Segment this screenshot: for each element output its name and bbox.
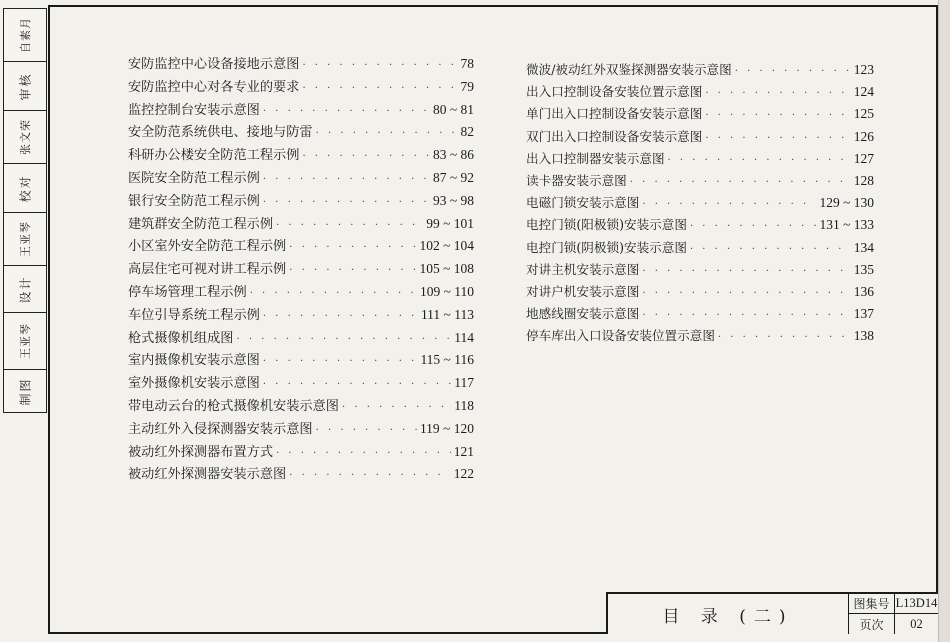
toc-entry-page: 93 ~ 98 — [432, 192, 474, 208]
toc-entry-title: 带电动云台的枪式摄像机安装示意图 — [128, 398, 339, 414]
toc-entry-title: 电控门锁(阳极锁)安装示意图 — [526, 217, 687, 233]
toc-leader-dots — [237, 329, 452, 352]
toc-leader-dots — [263, 374, 451, 397]
sign-cell-drafter-name — [4, 313, 46, 370]
toc-entry-title: 出入口控制设备安装位置示意图 — [526, 84, 703, 100]
page-number-value: 02 — [910, 616, 923, 631]
toc-entry — [128, 372, 474, 395]
page-number-label: 页次 — [849, 614, 895, 634]
toc-entry-title: 对讲主机安装示意图 — [526, 261, 640, 277]
toc-entry-title: 小区室外安全防范工程示例 — [128, 239, 287, 255]
toc-entry-page: 99 ~ 101 — [426, 215, 474, 231]
toc-leader-dots — [316, 420, 417, 443]
sign-text: 自素月 — [19, 17, 32, 53]
toc-leader-dots — [250, 283, 417, 306]
toc-entry-page: 126 — [853, 128, 874, 144]
toc-entry-title: 室外摄像机安装示意图 — [128, 376, 260, 392]
toc-entry-title: 科研办公楼安全防范工程示例 — [128, 148, 300, 164]
toc-entry — [128, 144, 474, 167]
toc-leader-dots — [276, 215, 423, 238]
toc-entry-page: 82 — [460, 124, 474, 140]
toc-entry-page: 79 — [460, 78, 474, 94]
toc-entry-page: 117 — [454, 375, 474, 391]
toc-entry-title: 被动红外探测器布置方式 — [128, 444, 274, 460]
toc-entry — [128, 76, 474, 99]
sign-text: 王亚琴 — [19, 323, 32, 359]
toc-entry-title: 电磁门锁安装示意图 — [526, 195, 640, 211]
toc-entry-title: 停车库出入口设备安装位置示意图 — [526, 328, 715, 344]
toc-leader-dots — [642, 283, 850, 305]
toc-entry — [526, 259, 874, 281]
title-block-grid — [849, 594, 938, 634]
toc-entry — [128, 258, 474, 281]
signature-strip — [3, 8, 47, 413]
toc-leader-dots — [705, 83, 850, 105]
adjacent-page-edge — [938, 0, 950, 642]
toc-entry — [128, 190, 474, 213]
toc-entry — [128, 418, 474, 441]
sign-cell-designer-name — [4, 213, 46, 266]
toc-leader-dots — [642, 305, 850, 327]
sign-text: 审核 — [18, 71, 33, 101]
toc-leader-dots — [630, 172, 851, 194]
toc-leader-dots — [718, 327, 851, 349]
toc-entry-page: 78 — [460, 56, 474, 71]
toc-leader-dots — [642, 261, 850, 283]
toc-leader-dots — [289, 237, 416, 260]
toc-entry-title: 枪式摄像机组成图 — [128, 330, 234, 346]
toc-entry-title: 微波/被动红外双鉴探测器安装示意图 — [526, 62, 732, 77]
toc-entry — [526, 103, 874, 125]
toc-entry-page: 87 ~ 92 — [432, 169, 474, 185]
toc-entry-title: 建筑群安全防范工程示例 — [128, 216, 274, 232]
toc-leader-dots — [642, 194, 816, 216]
toc-entry — [526, 148, 874, 170]
toc-entry-title: 停车场管理工程示例 — [128, 284, 247, 300]
toc-entry — [128, 441, 474, 464]
sign-cell-reviewer-name — [4, 9, 46, 62]
toc-entry-page: 122 — [453, 466, 474, 482]
toc-leader-dots — [276, 443, 451, 466]
title-block — [606, 592, 938, 634]
toc-leader-dots — [316, 123, 458, 146]
toc-entry — [128, 327, 474, 350]
toc-entry-page: 109 ~ 110 — [419, 283, 474, 299]
toc-entry-title: 安防监控中心对各专业的要求 — [128, 79, 300, 95]
toc-entry-title: 室内摄像机安装示意图 — [128, 353, 260, 369]
sign-text: 王亚琴 — [19, 221, 32, 257]
toc-entry — [128, 167, 474, 190]
toc-leader-dots — [302, 146, 430, 169]
toc-entry-title: 单门出入口控制设备安装示意图 — [526, 106, 703, 122]
toc-entry-page: 138 — [853, 328, 874, 344]
toc-leader-dots — [263, 351, 418, 374]
toc-entry-title: 电控门锁(阴极锁)安装示意图 — [526, 239, 687, 255]
toc-entry-title: 主动红外入侵探测器安装示意图 — [128, 421, 313, 437]
toc-entry-page: 134 — [853, 239, 874, 255]
toc-entry — [526, 192, 874, 214]
toc-leader-dots — [705, 105, 850, 127]
sheet-title: 目 录 (二) — [608, 594, 849, 634]
toc-entry — [526, 281, 874, 303]
toc-leader-dots — [690, 216, 816, 238]
toc-entry — [128, 53, 474, 76]
toc-entry-page: 124 — [853, 84, 874, 100]
toc-leader-dots — [735, 61, 851, 83]
toc-entry — [128, 235, 474, 258]
toc-entry — [128, 281, 474, 304]
toc-entry-page: 136 — [853, 283, 874, 299]
toc-leader-dots — [263, 306, 418, 329]
toc-entry-page: 105 ~ 108 — [419, 261, 474, 277]
toc-leader-dots — [302, 78, 457, 101]
toc-leader-dots — [263, 101, 430, 124]
atlas-number-label: 图集号 — [849, 594, 895, 614]
sign-cell-check — [4, 164, 46, 213]
toc-entry-page: 121 — [453, 443, 474, 459]
toc-entry-title: 安防监控中心设备接地示意图 — [128, 57, 300, 72]
toc-entry-title: 安全防范系统供电、接地与防雷 — [128, 125, 313, 141]
toc-leader-dots — [690, 239, 851, 261]
sign-text: 张文荣 — [19, 119, 32, 155]
toc-entry-page: 125 — [853, 106, 874, 122]
toc-entry-page: 131 ~ 133 — [819, 217, 874, 233]
toc-entry-title: 双门出入口控制设备安装示意图 — [526, 128, 703, 144]
toc-entry — [128, 99, 474, 122]
toc-entry — [526, 126, 874, 148]
toc-leader-dots — [705, 128, 850, 150]
toc-entry-title: 银行安全防范工程示例 — [128, 193, 260, 209]
toc-entry-page: 83 ~ 86 — [432, 147, 474, 163]
toc-entry — [128, 213, 474, 236]
toc-entry-title: 车位引导系统工程示例 — [128, 307, 260, 323]
toc-leader-dots — [302, 55, 457, 78]
toc-leader-dots — [263, 169, 430, 192]
toc-leader-dots — [668, 150, 851, 172]
toc-entry-title: 对讲户机安装示意图 — [526, 283, 640, 299]
sign-text: 设计 — [18, 274, 33, 304]
toc-entry-title: 高层住宅可视对讲工程示例 — [128, 262, 287, 278]
toc-entry — [128, 121, 474, 144]
sign-text: 校对 — [18, 173, 33, 203]
toc-entry-page: 102 ~ 104 — [419, 238, 474, 254]
toc-entry — [526, 237, 874, 259]
toc-entry — [128, 395, 474, 418]
toc-entry-title: 监控控制台安装示意图 — [128, 102, 260, 118]
toc-entry-page: 118 — [454, 397, 474, 413]
toc-entry-page: 111 ~ 113 — [420, 306, 474, 322]
toc-entry-title: 被动红外探测器安装示意图 — [128, 467, 287, 483]
toc-entry-page: 137 — [853, 306, 874, 322]
toc-leader-dots — [289, 260, 416, 283]
atlas-number-value: L13D14 — [895, 594, 938, 614]
toc-entry-title: 读卡器安装示意图 — [526, 172, 627, 188]
sign-text: 制图 — [18, 376, 33, 406]
toc-entry-page: 129 ~ 130 — [819, 195, 874, 211]
toc-entry — [526, 325, 874, 347]
toc-entry — [526, 59, 874, 81]
toc-column-left — [128, 53, 474, 486]
toc-entry-page: 123 — [853, 62, 874, 77]
toc-entry — [526, 170, 874, 192]
toc-entry — [526, 214, 874, 236]
sign-cell-draft — [4, 370, 46, 412]
toc-entry-page: 119 ~ 120 — [419, 420, 474, 436]
toc-entry-page: 115 ~ 116 — [420, 352, 474, 368]
sign-cell-checker-name — [4, 111, 46, 164]
toc-entry-page: 128 — [853, 172, 874, 188]
toc-entry-title: 地感线圈安装示意图 — [526, 306, 640, 322]
toc-entry — [526, 81, 874, 103]
toc-leader-dots — [263, 192, 430, 215]
toc-entry-title: 出入口控制器安装示意图 — [526, 150, 665, 166]
toc-entry-page: 127 — [853, 150, 874, 166]
toc-entry-page: 80 ~ 81 — [432, 101, 474, 117]
toc-entry — [128, 349, 474, 372]
toc-entry — [526, 303, 874, 325]
toc-leader-dots — [342, 397, 451, 420]
toc-entry-page: 135 — [853, 261, 874, 277]
toc-entry-title: 医院安全防范工程示例 — [128, 170, 260, 186]
toc-column-right — [526, 59, 874, 347]
toc-entry — [128, 463, 474, 486]
toc-entry — [128, 304, 474, 327]
toc-leader-dots — [289, 465, 451, 488]
sign-cell-review — [4, 62, 46, 111]
toc-entry-page: 114 — [454, 329, 474, 345]
sign-cell-design — [4, 266, 46, 313]
